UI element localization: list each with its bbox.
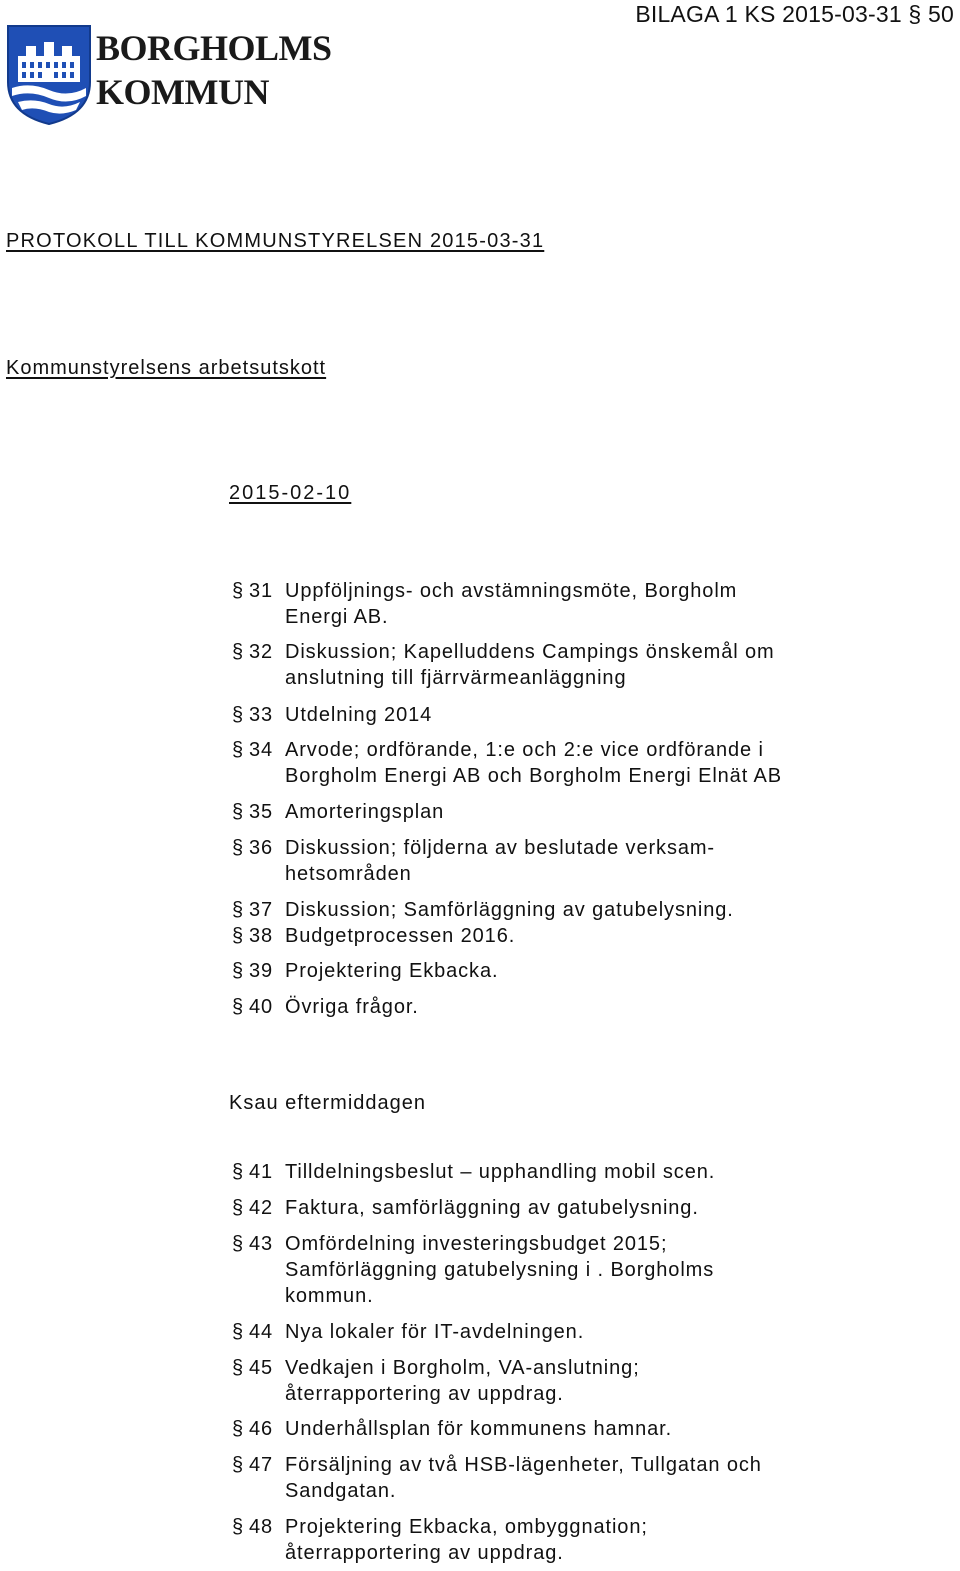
document-reference: BILAGA 1 KS 2015-03-31 § 50 xyxy=(635,1,954,27)
agenda-item xyxy=(229,578,845,630)
item-text: Underhållsplan för kommunens hamnar. xyxy=(285,1418,673,1440)
item-text-continued: Sandgatan. xyxy=(285,1480,397,1502)
item-text: Omfördelning investeringsbudget 2015; xyxy=(285,1233,668,1255)
agenda-item xyxy=(229,958,845,984)
item-text-continued: anslutning till fjärrvärmeanläggning xyxy=(285,667,627,689)
section-symbol: § xyxy=(231,996,245,1018)
section-symbol: § xyxy=(231,580,245,602)
agenda-item xyxy=(229,1514,845,1566)
coat-of-arms-icon xyxy=(4,22,94,126)
item-text: Diskussion; Kapelluddens Campings önskemål om xyxy=(285,641,775,663)
item-number: 35 xyxy=(249,801,274,823)
agenda-item xyxy=(229,1231,845,1309)
afternoon-heading: Ksau eftermiddagen xyxy=(229,1092,427,1114)
item-text-continued: återrapportering av uppdrag. xyxy=(285,1542,564,1564)
item-text-continued-2: kommun. xyxy=(285,1285,374,1307)
section-symbol: § xyxy=(231,960,245,982)
item-text-continued: Energi AB. xyxy=(285,606,389,628)
item-text: Utdelning 2014 xyxy=(285,704,433,726)
agenda-item xyxy=(229,799,845,825)
logo-line-2: KOMMUN xyxy=(96,72,269,112)
item-number: 41 xyxy=(249,1161,274,1183)
item-text: Faktura, samförläggning av gatubelysning. xyxy=(285,1197,699,1219)
item-text: Amorteringsplan xyxy=(285,801,445,823)
section-symbol: § xyxy=(231,704,245,726)
section-symbol: § xyxy=(231,1454,245,1476)
meeting-date: 2015-02-10 xyxy=(229,482,352,504)
item-text: Övriga frågor. xyxy=(285,996,419,1018)
item-text: Försäljning av två HSB-lägenheter, Tullgatan och xyxy=(285,1454,762,1476)
item-text: Nya lokaler för IT-avdelningen. xyxy=(285,1321,585,1343)
item-text: Vedkajen i Borgholm, VA-anslutning; xyxy=(285,1357,640,1379)
item-number: 43 xyxy=(249,1233,274,1255)
item-text: Projektering Ekbacka, ombyggnation; xyxy=(285,1516,648,1538)
agenda-item xyxy=(229,1452,845,1504)
logo-wordmark xyxy=(96,26,332,114)
agenda-item xyxy=(229,1159,845,1185)
section-symbol: § xyxy=(231,1197,245,1219)
section-symbol: § xyxy=(231,739,245,761)
agenda-item xyxy=(229,737,845,789)
agenda-item xyxy=(229,702,845,728)
document-subtitle: Kommunstyrelsens arbetsutskott xyxy=(6,357,327,379)
item-text: Arvode; ordförande, 1:e och 2:e vice ordförande i xyxy=(285,739,764,761)
item-text-continued: hetsområden xyxy=(285,863,412,885)
item-number: 45 xyxy=(249,1357,274,1379)
logo-line-1: BORGHOLMS xyxy=(96,28,332,68)
item-text: Diskussion; följderna av beslutade verksam- xyxy=(285,837,715,859)
item-number: 46 xyxy=(249,1418,274,1440)
section-symbol: § xyxy=(231,1418,245,1440)
item-number: 38 xyxy=(249,925,274,947)
agenda-item xyxy=(229,1416,845,1442)
item-number: 36 xyxy=(249,837,274,859)
item-text: Tilldelningsbeslut – upphandling mobil scen. xyxy=(285,1161,716,1183)
agenda-item xyxy=(229,1319,845,1345)
item-number: 31 xyxy=(249,580,274,602)
item-text-continued: Borgholm Energi AB och Borgholm Energi Elnät AB xyxy=(285,765,782,787)
agenda-item xyxy=(229,835,845,887)
section-symbol: § xyxy=(231,641,245,663)
section-symbol: § xyxy=(231,1321,245,1343)
item-number: 47 xyxy=(249,1454,274,1476)
item-text-continued: återrapportering av uppdrag. xyxy=(285,1383,564,1405)
item-text: Uppföljnings- och avstämningsmöte, Borgholm xyxy=(285,580,738,602)
item-text: Budgetprocessen 2016. xyxy=(285,925,516,947)
municipality-logo xyxy=(4,22,344,128)
item-text: Projektering Ekbacka. xyxy=(285,960,499,982)
item-number: 37 xyxy=(249,899,274,921)
section-symbol: § xyxy=(231,1161,245,1183)
agenda-item xyxy=(229,923,845,949)
section-symbol: § xyxy=(231,1516,245,1538)
section-symbol: § xyxy=(231,801,245,823)
agenda-item xyxy=(229,1355,845,1407)
item-number: 42 xyxy=(249,1197,274,1219)
item-number: 44 xyxy=(249,1321,274,1343)
document-title: PROTOKOLL TILL KOMMUNSTYRELSEN 2015-03-31 xyxy=(6,230,545,252)
section-symbol: § xyxy=(231,1357,245,1379)
section-symbol: § xyxy=(231,837,245,859)
agenda-item xyxy=(229,639,845,691)
item-number: 48 xyxy=(249,1516,274,1538)
item-text: Diskussion; Samförläggning av gatubelysning. xyxy=(285,899,734,921)
section-symbol: § xyxy=(231,899,245,921)
item-number: 33 xyxy=(249,704,274,726)
item-number: 32 xyxy=(249,641,274,663)
agenda-item xyxy=(229,994,845,1020)
item-number: 34 xyxy=(249,739,274,761)
item-number: 40 xyxy=(249,996,274,1018)
agenda-item xyxy=(229,897,845,923)
agenda-item xyxy=(229,1195,845,1221)
section-symbol: § xyxy=(231,1233,245,1255)
section-symbol: § xyxy=(231,925,245,947)
item-number: 39 xyxy=(249,960,274,982)
item-text-continued: Samförläggning gatubelysning i . Borgholms xyxy=(285,1259,715,1281)
